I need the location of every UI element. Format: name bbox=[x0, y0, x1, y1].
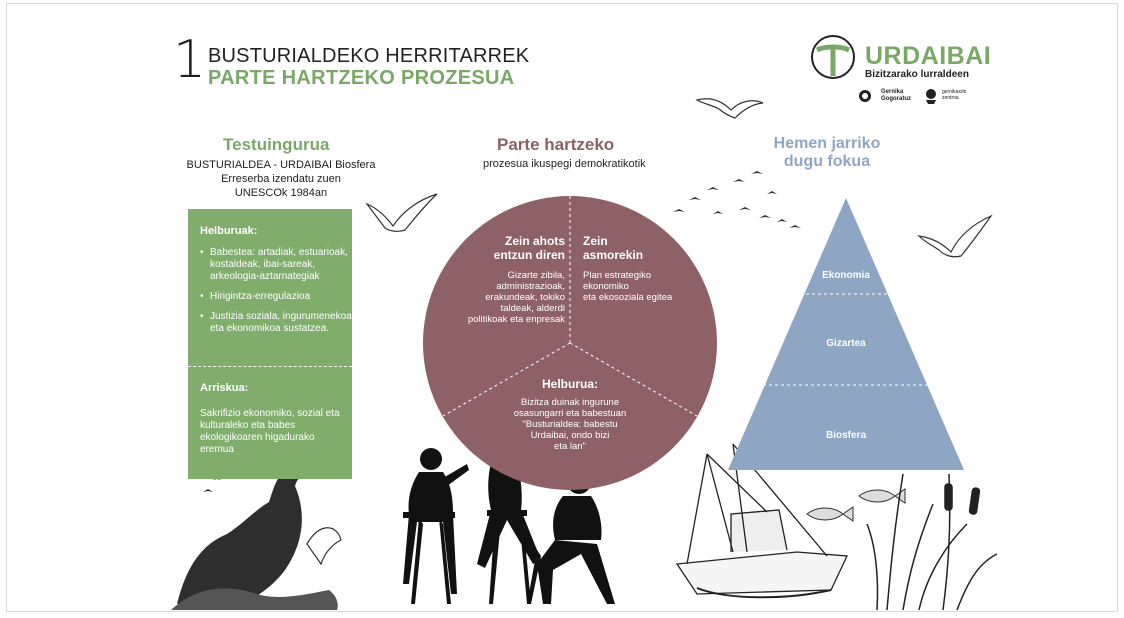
pyramid-level-economy: Ekonomia bbox=[822, 270, 870, 281]
aims-title-line: Zein bbox=[583, 234, 608, 248]
context-heading: Testuingurua bbox=[223, 135, 330, 154]
voices-text-line: administrazioak, bbox=[496, 281, 565, 292]
goal-item: • Hirigintza-erregulazioa bbox=[200, 291, 352, 303]
voices-text-line: erakundeak, tokiko bbox=[485, 292, 565, 303]
voices-text-line: Gizarte zibila, bbox=[507, 270, 565, 281]
goals-heading: Helburuak: bbox=[200, 225, 258, 237]
logo-tagline: Bizitzarako lurraldeen bbox=[865, 69, 969, 80]
box-divider bbox=[188, 366, 352, 367]
voices-title-line: entzun diren bbox=[493, 248, 565, 262]
goal-text-line: Urdaibai, ondo bizi bbox=[530, 430, 610, 441]
section-number: 1 bbox=[173, 30, 207, 90]
focus-heading bbox=[769, 135, 885, 171]
risk-heading: Arriskua: bbox=[200, 382, 249, 394]
voices-title-line: Zein ahots bbox=[504, 234, 565, 248]
context-subtitle-line: BUSTURIALDEA - URDAIBAI Biosfera bbox=[186, 159, 376, 171]
cormorant-illustration bbox=[171, 466, 341, 610]
goal-text-line: Bizitza duinak ingurune bbox=[520, 397, 620, 408]
voices-title bbox=[469, 234, 565, 262]
goal-text-line: osasungarri eta babestuan bbox=[513, 408, 627, 419]
goals-list bbox=[200, 247, 352, 343]
voices-text-line: politikoak eta enpresak bbox=[467, 314, 565, 325]
aims-title bbox=[583, 234, 673, 262]
focus-heading-line: Hemen jarriko bbox=[773, 135, 881, 152]
partner-logo-gernikaxdo: gernikaxdo zentroa bbox=[942, 89, 967, 101]
seagull-icon bbox=[697, 99, 763, 118]
goal-item: • Babestea: artadiak, estuarioak, kostaldeak, ibai-sareak, arkeologia-aztarnategiak bbox=[200, 247, 352, 283]
participation-subtitle: prozesua ikuspegi demokratikotik bbox=[483, 158, 646, 170]
goal-text-line: "Busturialdea: babestu bbox=[522, 419, 618, 430]
fish-icon bbox=[807, 489, 905, 521]
pyramid-level-society: Gizartea bbox=[826, 338, 866, 349]
participation-heading: Parte hartzeko bbox=[497, 135, 615, 154]
goal-title: Helburua: bbox=[541, 377, 598, 391]
partner-logo-gernika: Gernika Gogoratuz bbox=[881, 89, 911, 102]
goal-text bbox=[493, 397, 647, 452]
focus-heading-line: dugu fokua bbox=[783, 153, 871, 170]
pyramid-level-biosphere: Biosfera bbox=[825, 430, 866, 441]
context-subtitle bbox=[183, 158, 379, 200]
goal-item: • Justizia soziala, ingurumenekoa eta ekonomikoa sustatzea. bbox=[200, 311, 352, 335]
voices-text-line: taldeak, alderdi bbox=[500, 303, 565, 314]
aims-text-line: ekonomiko bbox=[583, 281, 629, 292]
slide bbox=[6, 3, 1118, 612]
risk-text: Sakrifizio ekonomiko, sozial eta kulturaleko eta babes ekologikoaren higadurako eremua bbox=[200, 408, 340, 455]
context-box bbox=[188, 209, 352, 479]
context-subtitle-line: Erreserba izendatu zuen bbox=[221, 173, 341, 185]
aims-text-line: Plan estrategiko bbox=[583, 270, 652, 281]
seagull-icon bbox=[919, 216, 991, 257]
context-subtitle-line: UNESCOk 1984an bbox=[234, 187, 328, 199]
aims-title-line: asmorekin bbox=[583, 248, 644, 262]
aims-text bbox=[583, 270, 693, 303]
goal-text-line: eta lan" bbox=[554, 441, 586, 452]
bird-flock-icon bbox=[203, 477, 221, 492]
page-title-line2: PARTE HARTZEKO PROZESUA bbox=[208, 67, 515, 89]
page-title-line1: BUSTURIALDEKO HERRITARREK bbox=[208, 45, 530, 67]
voices-text bbox=[437, 270, 565, 325]
aims-text-line: eta ekosoziala egitea bbox=[583, 292, 673, 303]
logo-name: URDAIBAI bbox=[865, 42, 992, 70]
bird-flock-icon bbox=[673, 171, 801, 228]
